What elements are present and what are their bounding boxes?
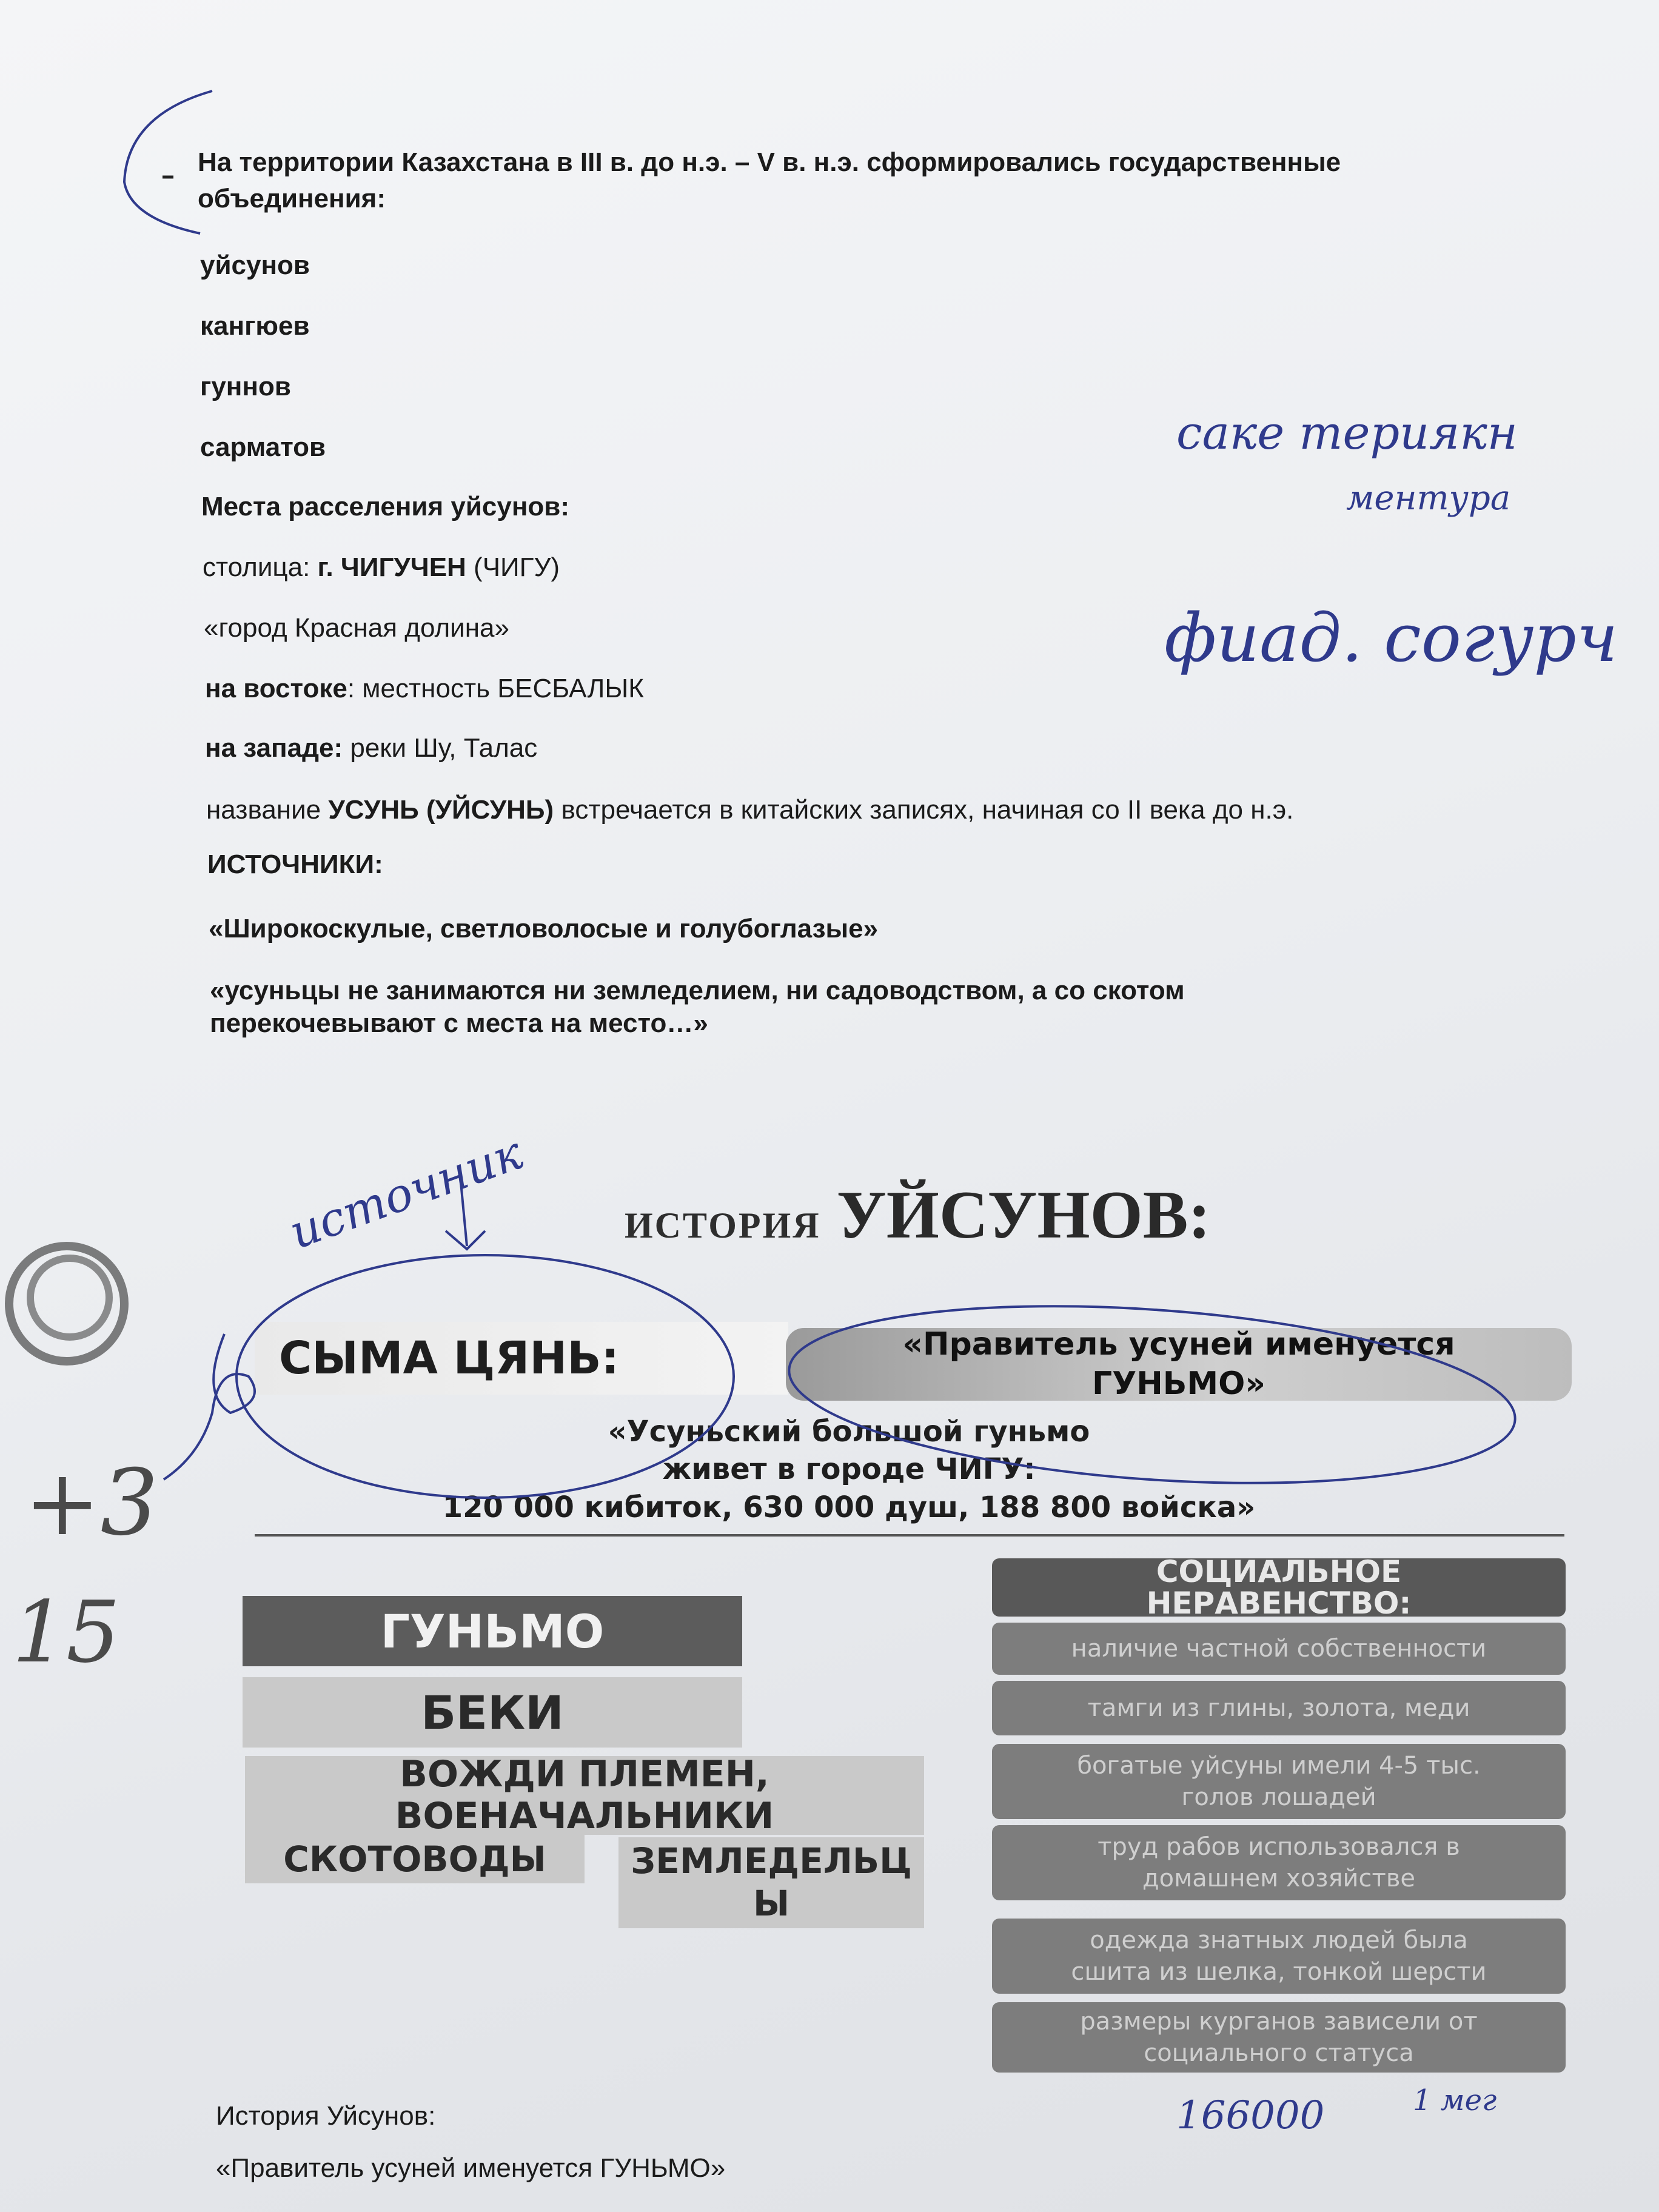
inequality-item-text: одежда знатных людей была [1090, 1926, 1468, 1954]
west-text: реки Шу, Талас [343, 733, 538, 763]
hierarchy-leaders-line1: ВОЖДИ ПЛЕМЕН, [400, 1756, 769, 1795]
inequality-item-text: размеры курганов зависели от [1080, 2008, 1478, 2036]
history-title [625, 1176, 1211, 1255]
east-label: на востоке [205, 674, 347, 703]
capital-line [203, 551, 560, 584]
people-item: кангюев [200, 311, 310, 341]
inequality-item-text: богатые уйсуны имели 4-5 тыс. [1077, 1752, 1481, 1780]
inequality-heading-line2: НЕРАВЕНСТВО: [1146, 1586, 1412, 1617]
hierarchy-herders [245, 1835, 585, 1883]
inequality-heading-line1: СОЦИАЛЬНОЕ [1156, 1558, 1402, 1589]
ruler-quote-line2: ГУНЬМО» [1092, 1366, 1265, 1402]
hierarchy-farmers [618, 1837, 924, 1928]
hierarchy-farmers-line2: Ы [752, 1883, 790, 1924]
source-quote-1: «Широкоскулые, светловолосые и голубоглазые» [209, 914, 879, 943]
footer-line-2: «Правитель усуней именуется ГУНЬМО» [216, 2153, 726, 2183]
hierarchy-herders-label: СКОТОВОДЫ [283, 1838, 546, 1880]
inequality-item [992, 1681, 1566, 1735]
inequality-item-text: наличие частной собственности [1071, 1635, 1487, 1663]
inequality-item [992, 1825, 1566, 1900]
history-title-small: ИСТОРИЯ [625, 1205, 821, 1245]
handwritten-note: +3 [24, 1450, 159, 1556]
inequality-item [992, 2002, 1566, 2073]
capital-alt: (ЧИГУ) [466, 552, 560, 582]
inequality-item-text: тамги из глины, золота, меди [1087, 1694, 1470, 1722]
east-line [205, 672, 644, 705]
handwritten-note: 15 [12, 1583, 121, 1682]
east-text: : местность БЕСБАЛЫК [347, 674, 644, 703]
pencil-scribble [30, 1258, 109, 1337]
inequality-item [992, 1744, 1566, 1819]
author-box [255, 1322, 788, 1395]
handwritten-note: ментура [1346, 478, 1511, 518]
red-valley-line: «город Красная долина» [204, 613, 509, 643]
gunmo-quote [424, 1413, 1273, 1526]
ruler-quote-box [786, 1328, 1572, 1401]
inequality-item-text: голов лошадей [1181, 1783, 1376, 1811]
settlement-heading: Места расселения уйсунов: [201, 492, 569, 521]
gunmo-quote-line1: «Усуньский большой гуньмо [608, 1415, 1090, 1449]
name-post: встречается в китайских записях, начиная со II века до н.э. [554, 795, 1294, 825]
inequality-item [992, 1623, 1566, 1675]
hierarchy-farmers-line1: ЗЕМЛЕДЕЛЬЦ [631, 1840, 912, 1882]
inequality-item-text: социального статуса [1144, 2039, 1414, 2067]
handwritten-note: 1 мег [1413, 2083, 1497, 2117]
inequality-item-text: труд рабов использовался в [1098, 1833, 1460, 1861]
inequality-item-text: сшита из шелка, тонкой шерсти [1071, 1958, 1487, 1986]
name-line [206, 793, 1293, 826]
name-pre: название [206, 795, 329, 825]
hierarchy-beki [243, 1677, 742, 1748]
sources-heading: ИСТОЧНИКИ: [207, 850, 383, 879]
source-quote-2b: перекочевывают с места на место…» [210, 1008, 708, 1038]
people-item: сарматов [200, 432, 326, 462]
inequality-item [992, 1919, 1566, 1994]
people-item: уйсунов [200, 250, 310, 280]
history-title-big: УЙСУНОВ: [836, 1178, 1211, 1253]
author-name: СЫМА ЦЯНЬ: [279, 1332, 620, 1384]
handwritten-note: саке териякн [1176, 406, 1518, 460]
intro-heading-cont: объединения: [198, 184, 386, 213]
handwritten-note: источник [282, 1125, 529, 1259]
arrow-mark [446, 1182, 485, 1249]
gunmo-quote-line2: живет в городе ЧИГУ: [662, 1452, 1036, 1487]
west-line [205, 731, 537, 765]
handwritten-note: 166000 [1176, 2093, 1325, 2138]
intro-heading: На территории Казахстана в III в. до н.э. – V в. н.э. сформировались государственные [198, 147, 1341, 177]
capital-label: столица: [203, 552, 318, 582]
hierarchy-leaders-line2: ВОЕНАЧАЛЬНИКИ [395, 1795, 774, 1835]
ruler-quote-line1: «Правитель усуней именуется [902, 1326, 1455, 1362]
hierarchy-beki-label: БЕКИ [421, 1685, 564, 1740]
capital-city: г. ЧИГУЧЕН [317, 552, 466, 582]
people-item: гуннов [200, 372, 291, 401]
handwritten-note: фиад. согурч [1164, 599, 1618, 677]
ampersand-mark [164, 1334, 255, 1480]
hierarchy-leaders [245, 1756, 924, 1835]
name-bold: УСУНЬ (УЙСУНЬ) [328, 795, 554, 825]
source-quote-2a: «усуньцы не занимаются ни земледелием, ни садоводством, а со скотом [210, 976, 1185, 1005]
section-divider [255, 1534, 1564, 1537]
inequality-item-text: домашнем хозяйстве [1142, 1865, 1416, 1892]
hierarchy-gunmo [243, 1596, 742, 1666]
footer-line-1: История Уйсунов: [216, 2101, 436, 2131]
inequality-heading [992, 1558, 1566, 1617]
hierarchy-gunmo-label: ГУНЬМО [380, 1604, 605, 1658]
west-label: на западе: [205, 733, 343, 763]
pencil-scribble [9, 1246, 124, 1361]
gunmo-quote-line3: 120 000 кибиток, 630 000 душ, 188 800 войска» [442, 1490, 1256, 1524]
